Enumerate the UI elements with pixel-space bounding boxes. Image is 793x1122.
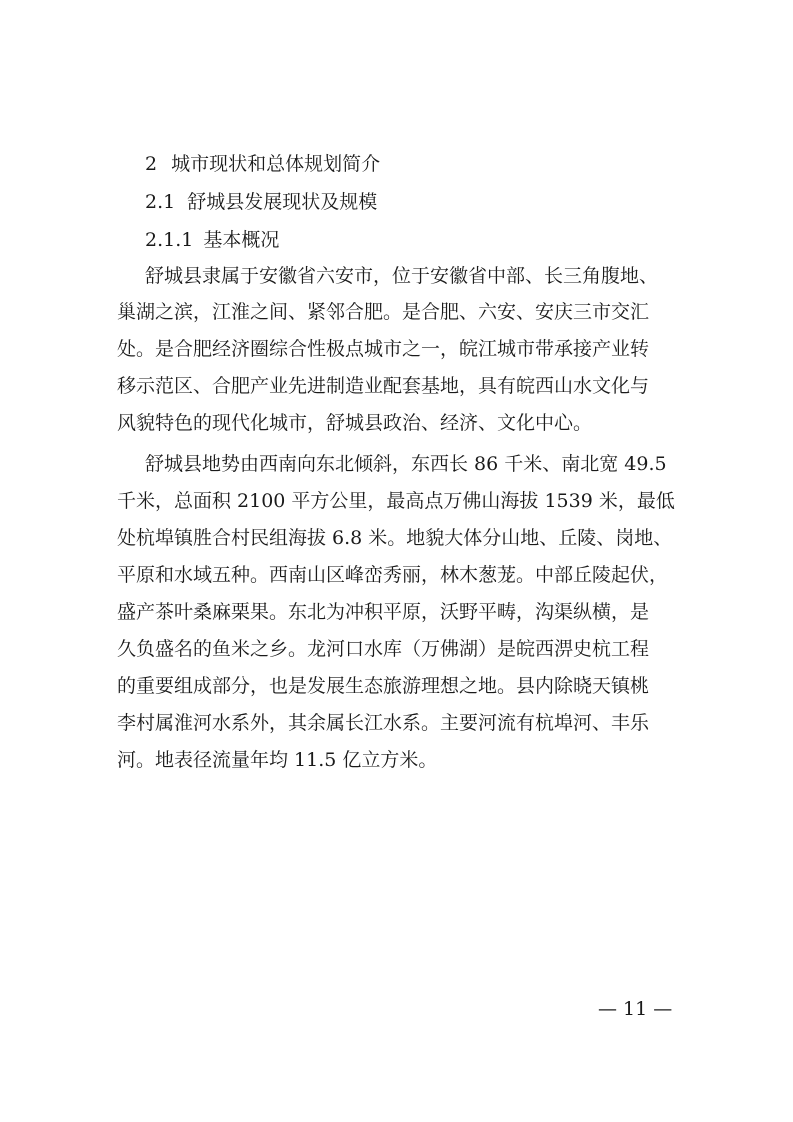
section-number: 2.1 [145,191,176,213]
section-heading-2-1 [145,190,377,214]
section-number: 2 [145,153,158,175]
paragraph-line: 巢湖之滨，江淮之间、紧邻合肥。是合肥、六安、安庆三市交汇 [117,301,650,323]
paragraph-line: 久负盛名的鱼米之乡。龙河口水库（万佛湖）是皖西淠史杭工程 [117,638,650,660]
paragraph-line: 千米，总面积 2100 平方公里，最高点万佛山海拔 1539 米，最低 [117,490,675,512]
section-heading-2-1-1 [145,228,279,252]
paragraph-line: 李村属淮河水系外，其余属长江水系。主要河流有杭埠河、丰乐 [117,712,650,734]
page-number: — 11 — [598,998,673,1020]
section-heading-2 [145,152,380,176]
section-number: 2.1.1 [145,229,194,251]
paragraph-line: 河。地表径流量年均 11.5 亿立方米。 [117,749,438,771]
paragraph-line: 平原和水域五种。西南山区峰峦秀丽，林木葱茏。中部丘陵起伏， [117,564,669,586]
paragraph-line: 处杭埠镇胜合村民组海拔 6.8 米。地貌大体分山地、丘陵、岗地、 [117,527,673,549]
paragraph-line: 舒城县隶属于安徽省六安市，位于安徽省中部、长三角腹地、 [145,265,659,287]
section-title: 舒城县发展现状及规模 [187,191,378,213]
section-title: 基本概况 [203,229,280,251]
paragraph-line: 盛产茶叶桑麻栗果。东北为冲积平原，沃野平畴，沟渠纵横，是 [117,601,650,623]
paragraph-line: 移示范区、合肥产业先进制造业配套基地，具有皖西山水文化与 [117,375,650,397]
section-title: 城市现状和总体规划简介 [171,153,381,175]
paragraph-line: 处。是合肥经济圈综合性极点城市之一，皖江城市带承接产业转 [117,338,650,360]
paragraph-line: 舒城县地势由西南向东北倾斜，东西长 86 千米、南北宽 49.5 [145,453,667,475]
paragraph-line: 的重要组成部分，也是发展生态旅游理想之地。县内除晓天镇桃 [117,675,650,697]
paragraph-line: 风貌特色的现代化城市，舒城县政治、经济、文化中心。 [117,412,593,434]
